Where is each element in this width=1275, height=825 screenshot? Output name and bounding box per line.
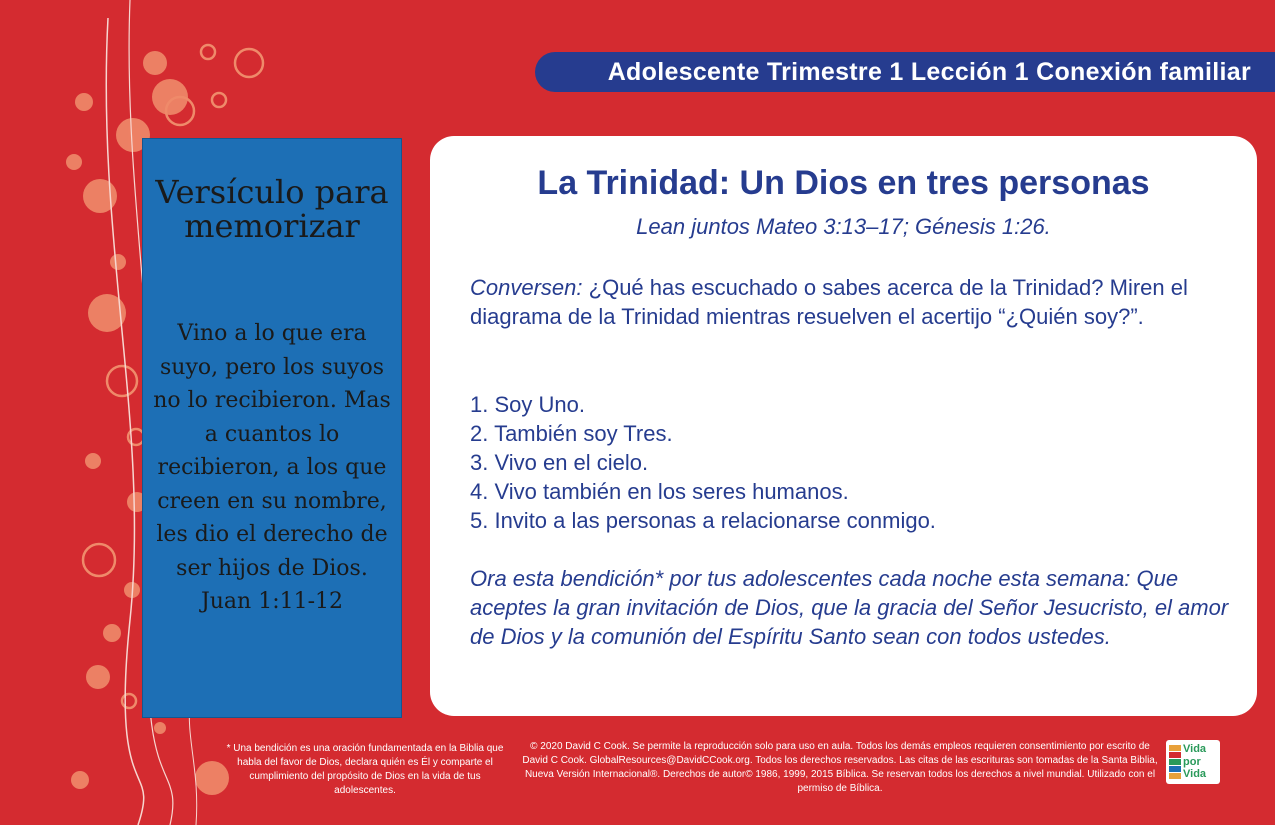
logo-line-3: Vida bbox=[1183, 768, 1207, 780]
lesson-reading: Lean juntos Mateo 3:13–17; Génesis 1:26. bbox=[636, 214, 1051, 239]
logo-line-1: Vida bbox=[1183, 743, 1207, 755]
riddle-item: 2. También soy Tres. bbox=[470, 421, 673, 446]
blessing-paragraph: Ora esta bendición* por tus adolescentes cada noche esta semana: Que aceptes la gran invitación de Dios, que la gracia del Señor Jesucristo, el amor de Dios y la comunión del Espíritu Santo sean con todos ustedes. bbox=[470, 566, 1229, 649]
riddle-item: 4. Vivo también en los seres humanos. bbox=[470, 479, 849, 504]
riddle-list bbox=[470, 390, 1230, 535]
logo-text bbox=[1183, 743, 1219, 781]
memory-verse-body bbox=[153, 317, 391, 619]
discussion-paragraph bbox=[470, 273, 1230, 331]
copyright-notice: © 2020 David C Cook. Se permite la reproducción solo para uso en aula. Todos los demás empleos requieren consentimiento por escrito de David C Cook. GlobalResources@DavidCCook.org. Todos los derechos reservados. Las citas de las escrituras son tomadas de la Santa Biblia, Nueva Versión Internacional®. Derechos de autor© 1986, 1999, 2015 Bíblica. Se reservan todos los derechos a nivel mundial. Utilizado con el permiso de Bíblica. bbox=[522, 741, 1158, 794]
logo-stripes-icon bbox=[1169, 745, 1181, 779]
memory-verse-panel bbox=[142, 138, 402, 718]
riddle-item: 5. Invito a las personas a relacionarse conmigo. bbox=[470, 508, 936, 533]
riddle-item: 3. Vivo en el cielo. bbox=[470, 450, 649, 475]
riddle-item: 1. Soy Uno. bbox=[470, 392, 585, 417]
discussion-text: ¿Qué has escuchado o sabes acerca de la Trinidad? Miren el diagrama de la Trinidad mientras resuelven el acertijo “¿Quién soy?”. bbox=[470, 275, 1188, 329]
lesson-title: La Trinidad: Un Dios en tres personas bbox=[537, 164, 1150, 202]
blessing-footnote: * Una bendición es una oración fundamentada en la Biblia que habla del favor de Dios, declara quién es Él y comparte el cumplimiento del propósito de Dios en la vida de tus adolescentes. bbox=[226, 743, 504, 796]
page-title: Adolescente Trimestre 1 Lección 1 Conexión familiar bbox=[607, 58, 1251, 86]
header-bar bbox=[535, 52, 1275, 92]
memory-verse-text: Vino a lo que era suyo, pero los suyos no lo recibieron. Mas a cuantos lo recibieron, a los que creen en su nombre, les dio el derecho de ser hijos de Dios. bbox=[153, 321, 391, 581]
vida-por-vida-logo bbox=[1166, 740, 1220, 784]
discussion-label: Conversen: bbox=[470, 275, 583, 300]
memory-verse-reference: Juan 1:11-12 bbox=[200, 589, 344, 614]
memory-verse-title: Versículo para memorizar bbox=[155, 173, 389, 245]
logo-line-2: por bbox=[1183, 755, 1201, 768]
lesson-card bbox=[430, 136, 1257, 716]
